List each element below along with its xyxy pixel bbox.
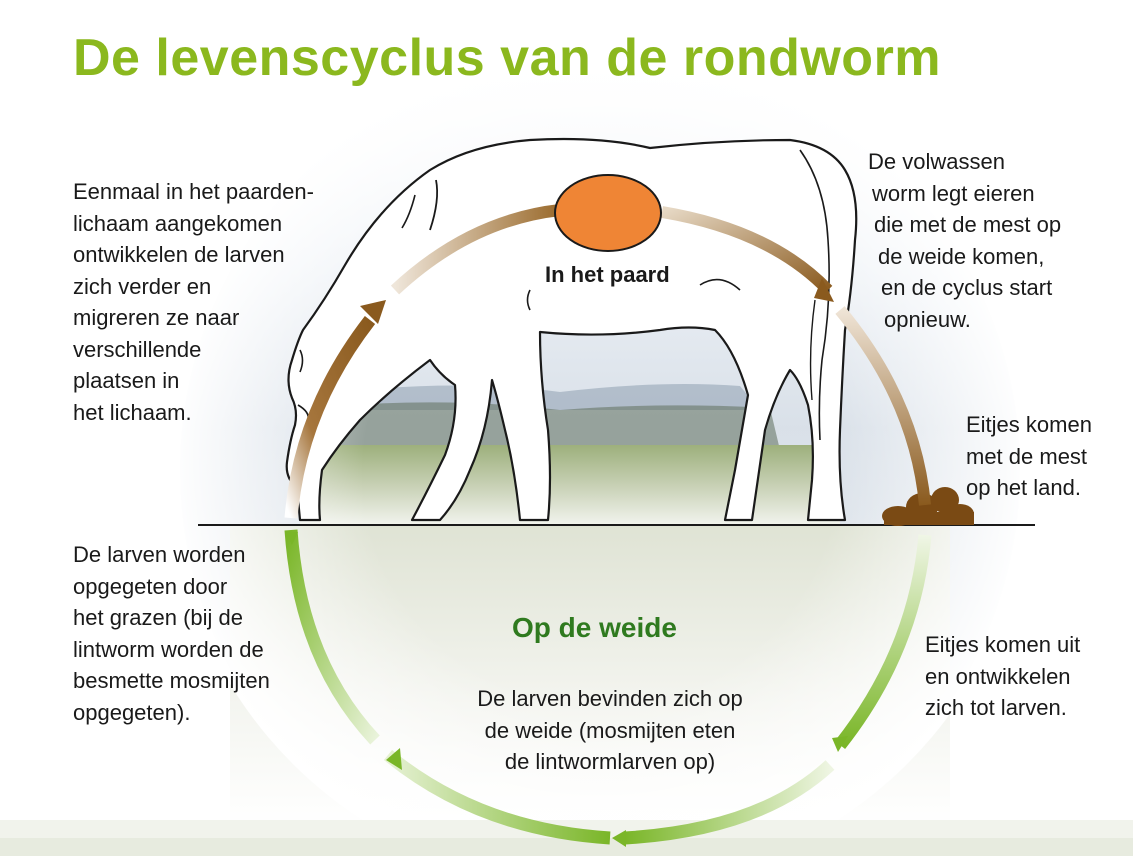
- text-line: de lintwormlarven op): [504, 749, 716, 774]
- text-line: Eenmaal in het paarden-: [73, 179, 314, 204]
- text-line: worm legt eieren: [872, 180, 1035, 206]
- text-line: de weide komen,: [878, 243, 1045, 269]
- parasite-location-oval: [555, 175, 661, 251]
- text-right-bottom: [925, 629, 1080, 724]
- text-line: besmette mosmijten: [73, 668, 270, 693]
- text-right-middle: [966, 409, 1092, 504]
- page-title: De levenscyclus van de rondworm: [73, 29, 942, 87]
- text-line: plaatsen in: [73, 368, 180, 393]
- text-left-bottom: [73, 539, 270, 728]
- text-line: opnieuw.: [884, 306, 971, 332]
- text-line: opgegeten).: [73, 699, 191, 725]
- text-line: ontwikkelen de larven: [73, 242, 285, 267]
- text-line: De larven bevinden zich op: [477, 686, 743, 711]
- text-line: de weide (mosmijten eten: [484, 717, 736, 743]
- text-line: met de mest: [966, 443, 1088, 469]
- text-center-bottom: [455, 683, 765, 778]
- text-line: De larven worden: [73, 542, 246, 567]
- text-line: het grazen (bij de: [73, 605, 243, 630]
- text-top-left: [73, 176, 314, 428]
- text-line: Eitjes komen: [966, 412, 1092, 437]
- text-line: het lichaam.: [73, 399, 192, 425]
- text-line: op het land.: [966, 475, 1081, 500]
- text-line: verschillende: [73, 336, 202, 362]
- text-line: migreren ze naar: [73, 305, 240, 330]
- label-in-horse: In het paard: [545, 262, 670, 287]
- text-line: zich tot larven.: [925, 695, 1067, 720]
- label-on-pasture: Op de weide: [512, 612, 677, 643]
- text-line: die met de mest op: [874, 212, 1062, 237]
- text-line: opgegeten door: [73, 573, 228, 599]
- text-line: en de cyclus start: [881, 275, 1053, 300]
- text-line: De volwassen: [868, 149, 1005, 174]
- text-line: zich verder en: [73, 273, 212, 299]
- text-top-right: [868, 146, 1061, 335]
- text-line: lichaam aangekomen: [73, 210, 283, 236]
- text-line: Eitjes komen uit: [925, 632, 1081, 657]
- text-line: lintworm worden de: [73, 636, 264, 662]
- text-line: en ontwikkelen: [925, 663, 1071, 689]
